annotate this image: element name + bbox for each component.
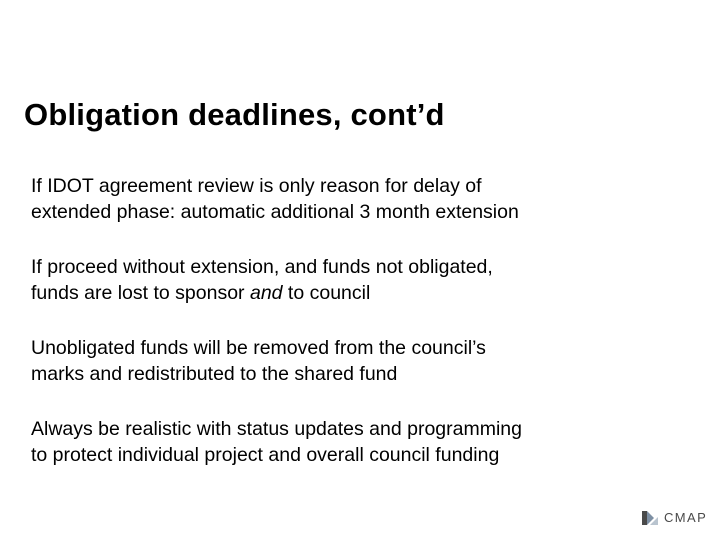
bullet-line: to protect individual project and overall council funding <box>31 444 500 466</box>
bullet-line: extended phase: automatic additional 3 month extension <box>31 201 519 223</box>
emphasis-text: and <box>249 282 283 304</box>
bullet-line: Unobligated funds will be removed from the council’s <box>31 337 486 359</box>
logo-text: CMAP <box>664 510 708 525</box>
bullet-line: Always be realistic with status updates and programming <box>31 418 522 440</box>
bullet-line-part: funds are lost to sponsor <box>31 282 250 304</box>
bullet-line: marks and redistributed to the shared fund <box>31 363 398 385</box>
bullet-item <box>31 335 671 387</box>
bullet-item <box>31 173 671 225</box>
bullet-item <box>31 416 671 468</box>
bullet-line-part: to council <box>282 282 371 304</box>
bullet-line: If proceed without extension, and funds not obligated, <box>31 256 493 278</box>
bullet-item <box>31 254 671 306</box>
cmap-logo-icon <box>642 511 658 525</box>
bullet-line: If IDOT agreement review is only reason for delay of <box>31 175 482 197</box>
bullet-list <box>31 173 671 497</box>
slide-title: Obligation deadlines, cont’d <box>24 97 445 132</box>
cmap-logo <box>642 509 707 527</box>
